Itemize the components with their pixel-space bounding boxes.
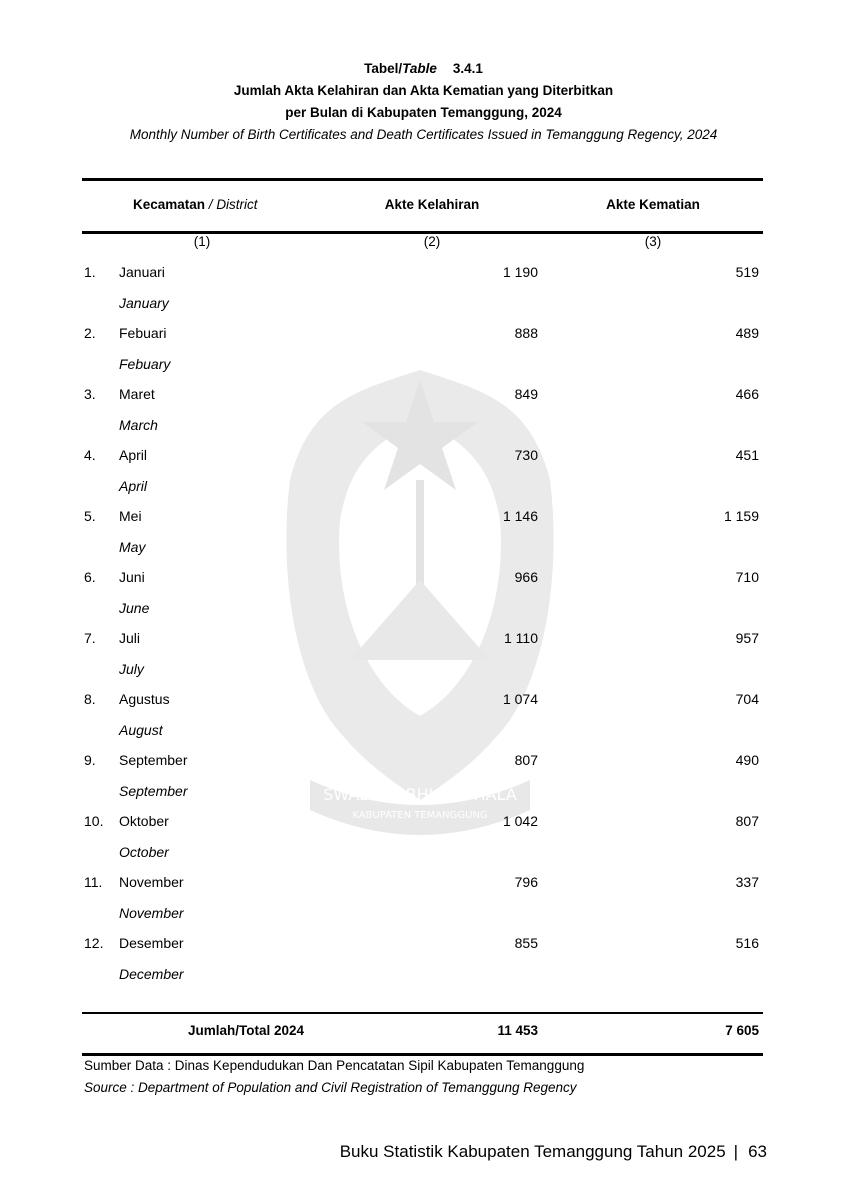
column-number-2: (2) <box>423 234 441 249</box>
column-header-district-en: District <box>216 197 258 212</box>
month-name: Januari <box>119 264 165 280</box>
death-value: 519 <box>735 264 759 280</box>
book-title: Buku Statistik Kabupaten Temanggung Tahun 2025 <box>339 1142 726 1161</box>
month-name: Juli <box>119 630 141 646</box>
column-header-birth: Akte Kelahiran <box>384 197 480 212</box>
month-name-en: June <box>119 600 150 616</box>
table-row <box>0 445 847 506</box>
source-note-en: Source : Department of Population and Civil Registration of Temanggung Regency <box>84 1080 577 1095</box>
month-name-en: November <box>119 905 184 921</box>
month-name: November <box>119 874 184 890</box>
death-value: 466 <box>735 386 759 402</box>
table-row <box>0 567 847 628</box>
death-value: 516 <box>735 935 759 951</box>
page-footer <box>340 1142 767 1162</box>
total-death-value: 7 605 <box>725 1023 759 1038</box>
month-name: Agustus <box>119 691 170 707</box>
table-row <box>0 750 847 811</box>
watermark-motto: SWADAYA BHUMI PHALA <box>323 785 517 804</box>
birth-value: 796 <box>514 874 538 890</box>
table-row <box>0 933 847 994</box>
death-value: 337 <box>735 874 759 890</box>
month-name-en: March <box>119 417 158 433</box>
death-value: 710 <box>735 569 759 585</box>
column-header-district <box>133 197 258 212</box>
source-note-id: Sumber Data : Dinas Kependudukan Dan Pencatatan Sipil Kabupaten Temanggung <box>84 1058 585 1073</box>
death-value: 957 <box>735 630 759 646</box>
row-number: 6. <box>84 569 96 585</box>
month-name-en: September <box>119 783 188 799</box>
table-title-line2: per Bulan di Kabupaten Temanggung, 2024 <box>285 105 562 120</box>
month-name: Febuari <box>119 325 167 341</box>
table-title-block <box>0 58 847 146</box>
row-number: 8. <box>84 691 96 707</box>
month-name: Mei <box>119 508 142 524</box>
table-row <box>0 506 847 567</box>
death-value: 490 <box>735 752 759 768</box>
month-name-en: January <box>119 295 169 311</box>
table-label-id: Tabel/ <box>364 61 403 76</box>
row-number: 1. <box>84 264 96 280</box>
month-name: Juni <box>119 569 145 585</box>
column-header-separator: / <box>205 197 217 212</box>
row-number: 2. <box>84 325 96 341</box>
watermark-region: KABUPATEN TEMANGGUNG <box>352 810 488 821</box>
table-row <box>0 262 847 323</box>
table-bottom-rule <box>82 1053 763 1056</box>
table-top-rule <box>82 178 763 181</box>
row-number: 11. <box>84 874 103 890</box>
row-number: 7. <box>84 630 96 646</box>
birth-value: 807 <box>514 752 538 768</box>
death-value: 807 <box>735 813 759 829</box>
row-number: 9. <box>84 752 96 768</box>
table-label-en: Table <box>402 61 437 76</box>
table-title-line1: Jumlah Akta Kelahiran dan Akta Kematian yang Diterbitkan <box>233 83 614 98</box>
month-name-en: December <box>119 966 184 982</box>
table-row <box>0 689 847 750</box>
month-name: Desember <box>119 935 184 951</box>
total-label: Jumlah/Total 2024 <box>188 1023 305 1038</box>
page-number: 63 <box>748 1142 767 1161</box>
month-name-en: July <box>119 661 144 677</box>
total-birth-value: 11 453 <box>497 1023 538 1038</box>
month-name: Maret <box>119 386 155 402</box>
table-label <box>0 58 847 80</box>
table-title-english: Monthly Number of Birth Certificates and Death Certificates Issued in Temanggung Regency, 2024 <box>129 127 718 142</box>
month-name-en: October <box>119 844 169 860</box>
table-total-rule <box>82 1012 763 1014</box>
footer-separator: | <box>733 1142 739 1161</box>
death-value: 704 <box>735 691 759 707</box>
table-row <box>0 628 847 689</box>
month-name-en: Febuary <box>119 356 171 372</box>
month-name: Oktober <box>119 813 169 829</box>
death-value: 1 159 <box>723 508 759 524</box>
birth-value: 1 190 <box>502 264 538 280</box>
column-number-1: (1) <box>193 234 211 249</box>
death-value: 489 <box>735 325 759 341</box>
month-name-en: May <box>119 539 146 555</box>
row-number: 3. <box>84 386 96 402</box>
birth-value: 855 <box>514 935 538 951</box>
birth-value: 966 <box>514 569 538 585</box>
birth-value: 1 110 <box>504 630 538 646</box>
column-header-district-id: Kecamatan <box>133 197 206 212</box>
birth-value: 1 074 <box>502 691 538 707</box>
month-name: September <box>119 752 188 768</box>
table-row <box>0 323 847 384</box>
birth-value: 849 <box>514 386 538 402</box>
column-number-3: (3) <box>644 234 662 249</box>
column-header-death: Akte Kematian <box>606 197 700 212</box>
table-number: 3.4.1 <box>452 61 483 76</box>
row-number: 10. <box>84 813 104 829</box>
month-name-en: April <box>119 478 148 494</box>
birth-value: 1 146 <box>502 508 538 524</box>
death-value: 451 <box>735 447 759 463</box>
month-name-en: August <box>119 722 163 738</box>
table-row <box>0 811 847 872</box>
row-number: 4. <box>84 447 96 463</box>
month-name: April <box>119 447 148 463</box>
table-row <box>0 384 847 445</box>
table-body <box>0 262 847 994</box>
birth-value: 888 <box>514 325 538 341</box>
table-row <box>0 872 847 933</box>
birth-value: 730 <box>514 447 538 463</box>
birth-value: 1 042 <box>502 813 538 829</box>
row-number: 5. <box>84 508 96 524</box>
row-number: 12. <box>84 935 104 951</box>
